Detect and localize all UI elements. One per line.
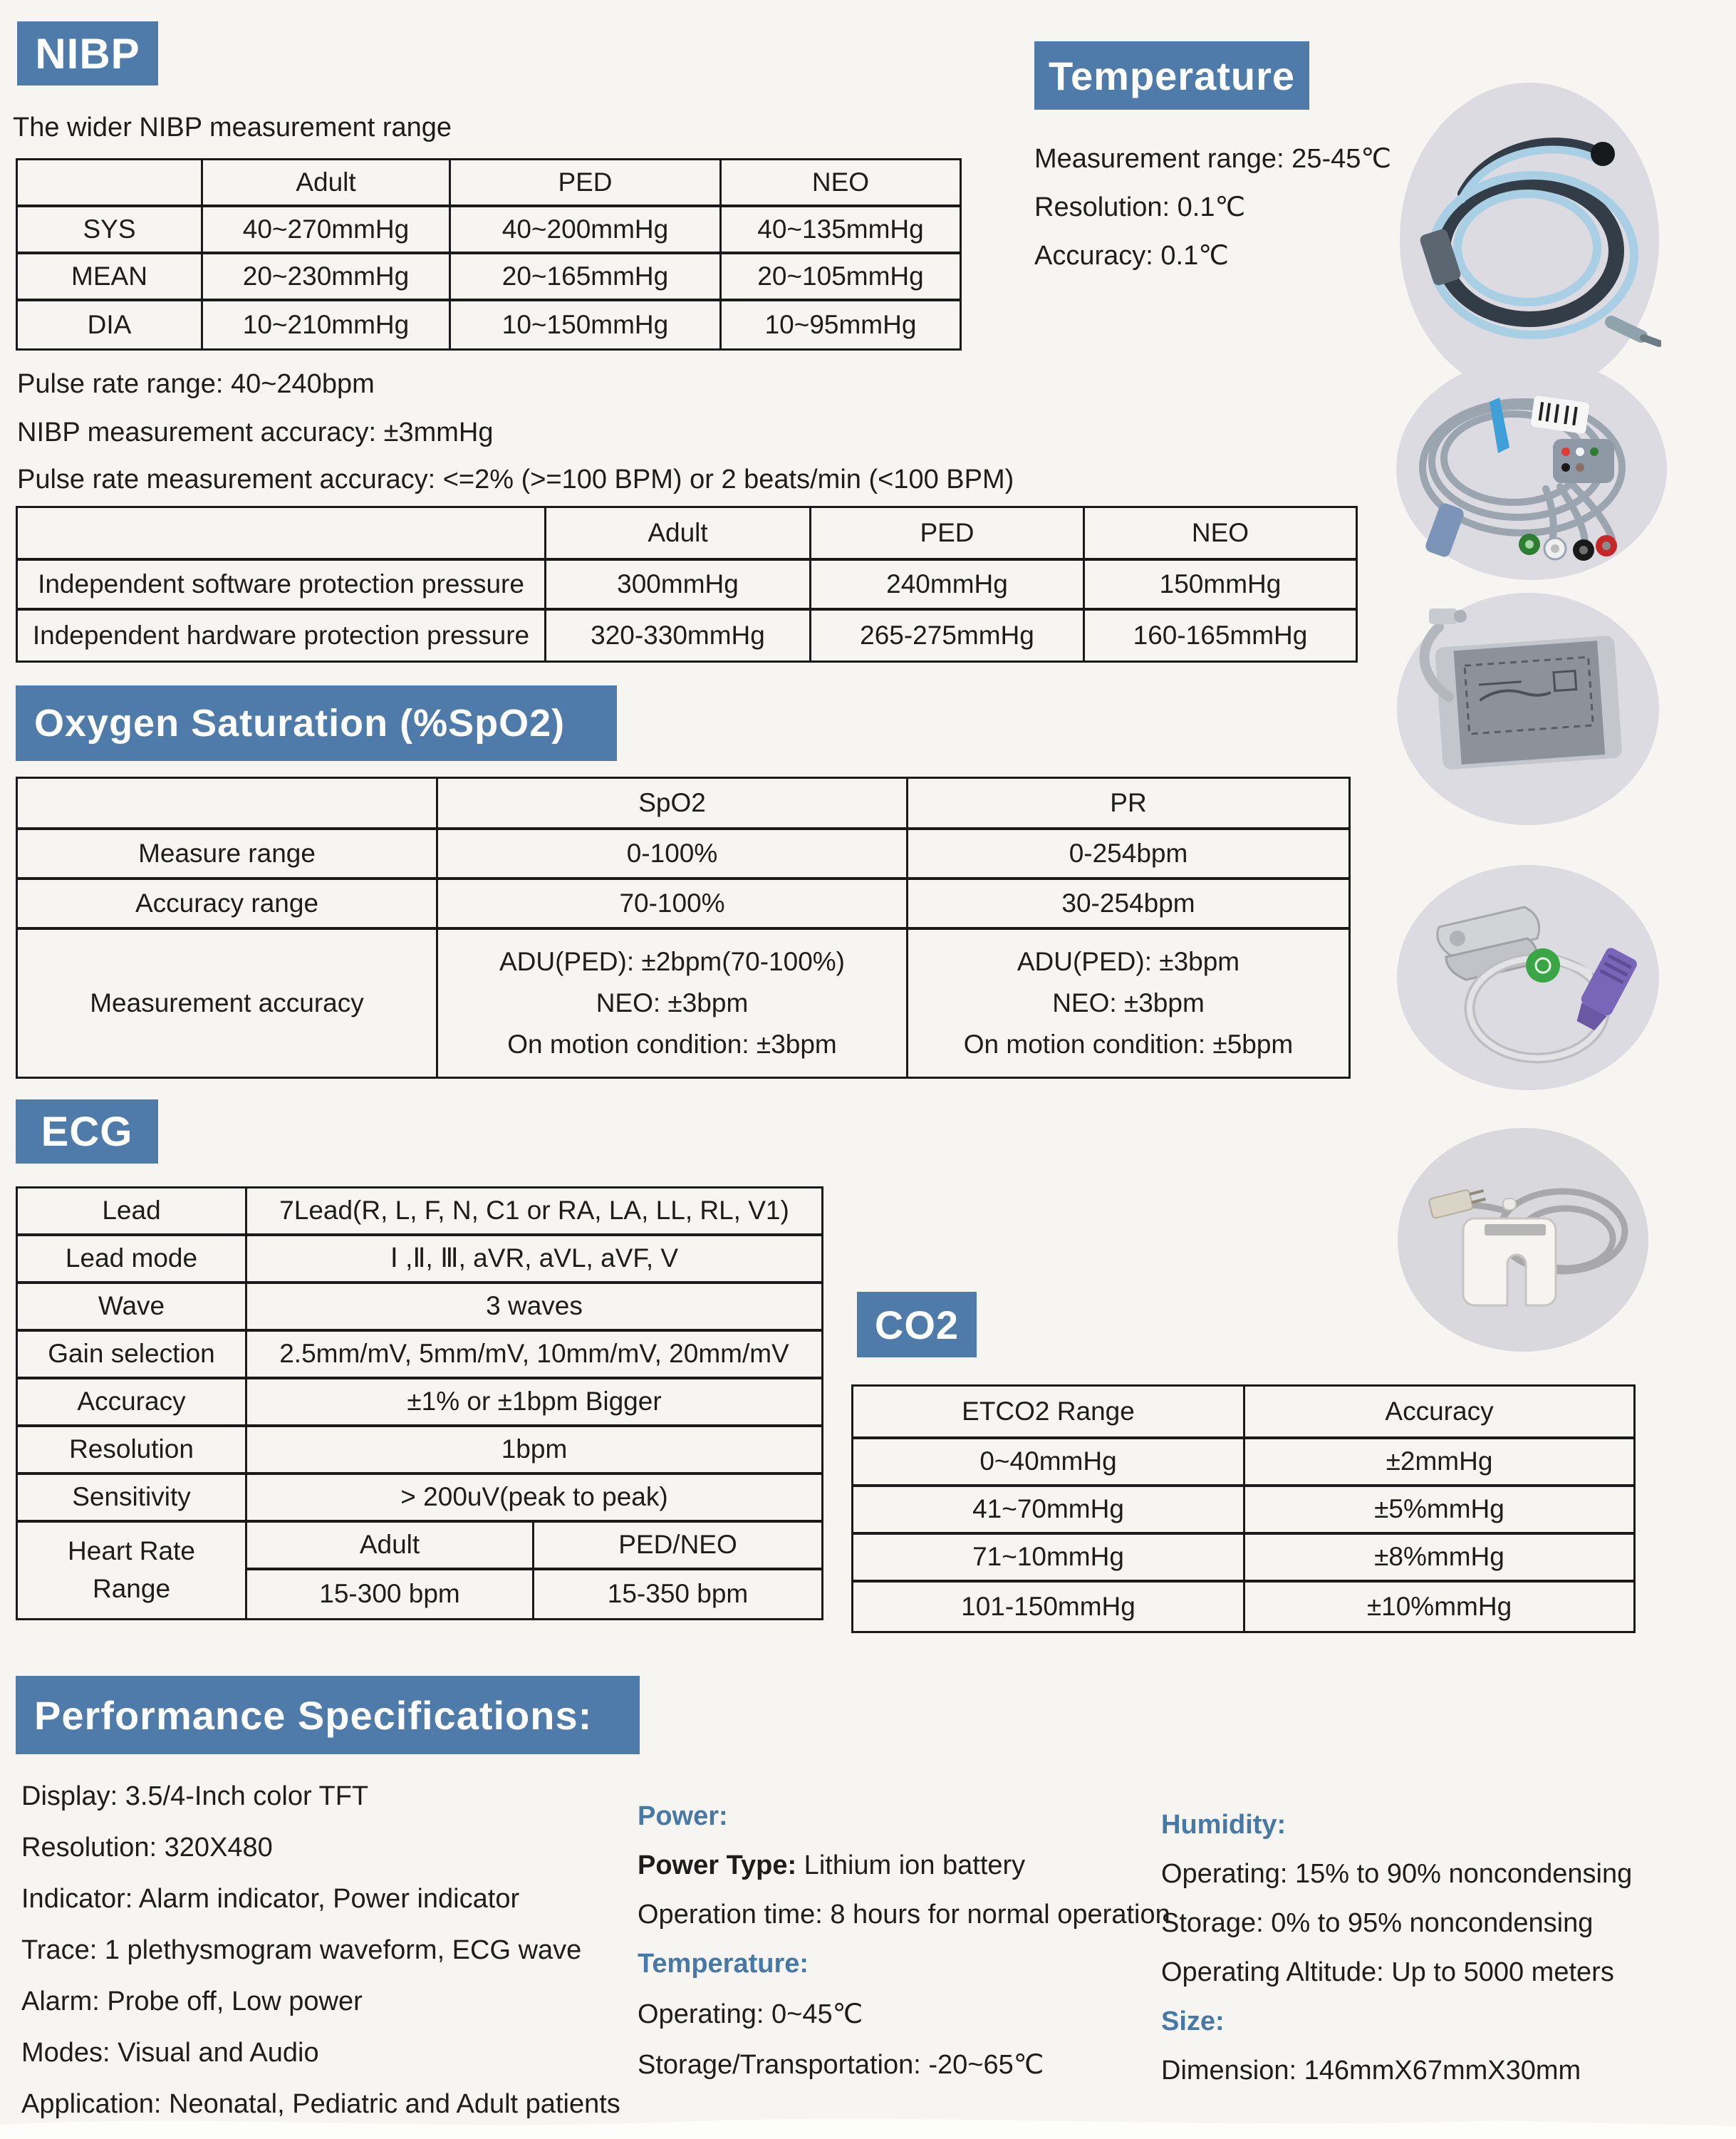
- pr-accuracy-line: NEO: ±3bpm: [1052, 988, 1205, 1017]
- table-cell: ±2mmHg: [1245, 1439, 1633, 1487]
- co2-section-title: [857, 1292, 977, 1357]
- humidity-heading: Humidity:: [1161, 1810, 1287, 1840]
- table-cell: > 200uV(peak to peak): [247, 1475, 821, 1523]
- temperature-line: Resolution: 0.1℃: [1034, 192, 1246, 222]
- performance-section-title: [16, 1676, 640, 1754]
- table-cell: 300mmHg: [546, 561, 811, 611]
- temperature-line: Measurement range: 25-45℃: [1034, 144, 1392, 174]
- temperature-heading: Temperature:: [638, 1949, 809, 1979]
- power-type-value: Lithium ion battery: [796, 1850, 1026, 1880]
- table-header-cell: Adult: [203, 160, 451, 207]
- spo2-accuracy-line: ADU(PED): ±2bpm(70-100%): [499, 946, 845, 976]
- table-cell: Wave: [18, 1284, 247, 1332]
- table-cell: Independent software protection pressure: [18, 561, 546, 611]
- bottom-edge-decoration: [0, 2106, 1736, 2139]
- spo2-accuracy-line: On motion condition: ±3bpm: [507, 1029, 837, 1059]
- table-cell: 0-254bpm: [908, 830, 1348, 880]
- table-cell: Resolution: [18, 1427, 247, 1475]
- ecg-title-text: ECG: [41, 1108, 133, 1155]
- performance-title-text: Performance Specifications:: [34, 1692, 593, 1738]
- pr-accuracy-line: ADU(PED): ±3bpm: [1017, 946, 1240, 976]
- table-cell: [18, 160, 203, 207]
- ecg-table: [16, 1186, 823, 1620]
- nibp-subtitle: The wider NIBP measurement range: [13, 113, 452, 143]
- temperature-section-title: [1034, 41, 1309, 110]
- table-cell: DIA: [18, 301, 203, 348]
- table-cell: MEAN: [18, 254, 203, 301]
- spec-line: Modes: Visual and Audio: [21, 2038, 319, 2068]
- table-header-cell: SpO2: [438, 779, 908, 830]
- table-cell: 7Lead(R, L, F, N, C1 or RA, LA, LL, RL, V1): [247, 1188, 821, 1236]
- spec-line: Operating: 15% to 90% noncondensing: [1161, 1859, 1633, 1889]
- power-type-label: Power Type:: [638, 1850, 797, 1880]
- temperature-line: Accuracy: 0.1℃: [1034, 241, 1229, 271]
- table-header-cell: Accuracy: [1245, 1387, 1633, 1439]
- table-cell: 20~230mmHg: [203, 254, 451, 301]
- table-cell: Gain selection: [18, 1332, 247, 1379]
- table-cell: Lead: [18, 1188, 247, 1236]
- spec-line: Operating Altitude: Up to 5000 meters: [1161, 1957, 1614, 1987]
- table-cell: 265-275mmHg: [811, 611, 1085, 661]
- table-cell: [438, 930, 908, 1077]
- table-header-cell: PR: [908, 779, 1348, 830]
- table-cell: 1bpm: [247, 1427, 821, 1475]
- table-header-cell: PED/NEO: [534, 1523, 821, 1570]
- table-cell: 0-100%: [438, 830, 908, 880]
- table-cell: 3 waves: [247, 1284, 821, 1332]
- pr-accuracy-line: On motion condition: ±5bpm: [963, 1029, 1294, 1059]
- spo2-section-title: [16, 685, 617, 761]
- table-cell: Independent hardware protection pressure: [18, 611, 546, 661]
- spec-line: Alarm: Probe off, Low power: [21, 1987, 363, 2016]
- nibp-note: Pulse rate range: 40~240bpm: [17, 369, 375, 399]
- table-cell: 0~40mmHg: [853, 1439, 1245, 1487]
- nibp-cuff-image: [1395, 590, 1662, 832]
- table-cell: ±1% or ±1bpm Bigger: [247, 1379, 821, 1427]
- table-cell: 150mmHg: [1085, 561, 1356, 611]
- table-header-cell: Adult: [546, 508, 811, 561]
- nibp-range-table: [16, 158, 962, 351]
- heart-rate-range-label: Range: [92, 1574, 171, 1604]
- table-cell: ±10%mmHg: [1366, 1591, 1512, 1621]
- table-cell: 10~210mmHg: [203, 301, 451, 348]
- table-header-cell: PED: [811, 508, 1085, 561]
- co2-table: [851, 1384, 1636, 1633]
- table-cell: 41~70mmHg: [853, 1487, 1245, 1535]
- spec-line: Operating: 0~45℃: [638, 1999, 863, 2029]
- nibp-protection-table: [16, 506, 1358, 663]
- table-cell: 240mmHg: [811, 561, 1085, 611]
- table-cell: 70-100%: [438, 880, 908, 930]
- table-cell: Measurement accuracy: [18, 930, 438, 1077]
- table-cell: ±8%mmHg: [1245, 1535, 1633, 1583]
- table-cell: Accuracy: [18, 1379, 247, 1427]
- size-heading: Size:: [1161, 2006, 1225, 2036]
- co2-sensor-image: [1395, 1124, 1651, 1363]
- table-cell: 10~95mmHg: [764, 309, 917, 339]
- performance-left-column: [21, 1781, 620, 2120]
- table-header-cell: ETCO2 Range: [853, 1387, 1245, 1439]
- nibp-note: Pulse rate measurement accuracy: <=2% (>=100 BPM) or 2 beats/min (<100 BPM): [17, 465, 1014, 494]
- nibp-section-title: [17, 21, 158, 86]
- table-header-cell: PED: [451, 160, 722, 207]
- table-cell: 40~200mmHg: [451, 207, 722, 254]
- table-cell: ±5%mmHg: [1245, 1487, 1633, 1535]
- table-cell: 320-330mmHg: [546, 611, 811, 661]
- table-cell: 160-165mmHg: [1133, 620, 1308, 650]
- table-cell: 40~135mmHg: [722, 207, 960, 254]
- spec-line: Operation time: 8 hours for normal operation: [638, 1900, 1170, 1930]
- spec-line: Storage/Transportation: -20~65℃: [638, 2050, 1044, 2080]
- table-header-cell: NEO: [1085, 508, 1356, 561]
- spec-line: Dimension: 146mmX67mmX30mm: [1161, 2056, 1581, 2086]
- performance-middle-column: [638, 1801, 1170, 2081]
- table-cell: Sensitivity: [18, 1475, 247, 1523]
- table-cell: Accuracy range: [18, 880, 438, 930]
- nibp-note: NIBP measurement accuracy: ±3mmHg: [17, 418, 494, 447]
- spec-line: [638, 1850, 1170, 1881]
- table-cell: 71~10mmHg: [853, 1535, 1245, 1583]
- table-cell: 20~165mmHg: [451, 254, 722, 301]
- spec-line: Application: Neonatal, Pediatric and Adult patients: [21, 2089, 620, 2119]
- spec-line: Display: 3.5/4-Inch color TFT: [21, 1781, 369, 1811]
- performance-right-column: [1161, 1810, 1632, 2086]
- temperature-title-text: Temperature: [1048, 53, 1296, 98]
- table-cell: 30-254bpm: [908, 880, 1348, 930]
- table-cell: 10~150mmHg: [451, 301, 722, 348]
- table-cell: 2.5mm/mV, 5mm/mV, 10mm/mV, 20mm/mV: [247, 1332, 821, 1379]
- spec-line: Indicator: Alarm indicator, Power indicator: [21, 1884, 520, 1914]
- ecg-section-title: [16, 1099, 158, 1164]
- table-cell: [908, 930, 1348, 1077]
- table-cell: [18, 1523, 247, 1618]
- spec-line: Storage: 0% to 95% noncondensing: [1161, 1908, 1594, 1938]
- heart-rate-label: Heart Rate: [68, 1536, 195, 1566]
- spo2-sensor-image: [1395, 859, 1662, 1101]
- table-cell: 40~270mmHg: [203, 207, 451, 254]
- table-cell: 15-350 bpm: [607, 1579, 749, 1609]
- spo2-accuracy-line: NEO: ±3bpm: [596, 988, 749, 1017]
- table-cell: [18, 508, 546, 561]
- table-cell: 15-300 bpm: [247, 1570, 534, 1618]
- nibp-title-text: NIBP: [35, 29, 140, 78]
- table-header-cell: Adult: [247, 1523, 534, 1570]
- power-heading: Power:: [638, 1801, 728, 1831]
- table-cell: 101-150mmHg: [853, 1583, 1245, 1631]
- co2-title-text: CO2: [874, 1302, 960, 1347]
- spo2-title-text: Oxygen Saturation (%SpO2): [34, 702, 566, 745]
- spec-line: Resolution: 320X480: [21, 1833, 273, 1863]
- spo2-table: [16, 777, 1351, 1079]
- table-cell: Lead mode: [18, 1236, 247, 1284]
- table-cell: Measure range: [18, 830, 438, 880]
- table-cell: Ⅰ ,Ⅱ, Ⅲ, aVR, aVL, aVF, V: [247, 1236, 821, 1284]
- spec-line: Trace: 1 plethysmogram waveform, ECG wave: [21, 1935, 582, 1965]
- ecg-cable-image: [1393, 355, 1670, 586]
- table-cell: SYS: [18, 207, 203, 254]
- table-cell: [18, 779, 438, 830]
- table-header-cell: NEO: [722, 160, 960, 207]
- table-cell: 20~105mmHg: [722, 254, 960, 301]
